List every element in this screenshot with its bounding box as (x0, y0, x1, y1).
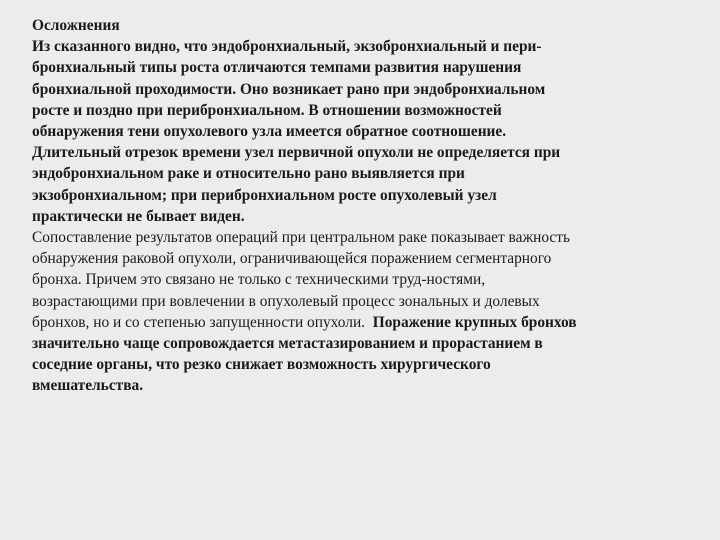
paragraph-line: возрастающими при вовлечении в опухолевый процесс зональных и долевых (32, 292, 540, 310)
paragraph-growth-types (32, 36, 700, 227)
paragraph-line: вмешательства. (32, 377, 144, 395)
paragraph-line: значительно чаще сопровождается метастазированием и прорастанием в (32, 335, 543, 353)
paragraph-line: Длительный отрезок времени узел первичной опухоли не определяется при (32, 144, 561, 162)
paragraph-line: Сопоставление результатов операций при центральном раке показывает важность (32, 229, 570, 247)
paragraph-line: экзобронхиальном; при перибронхиальном росте опухолевый узел (32, 186, 497, 204)
paragraph-mixed-bold-text: Поражение крупных бронхов (372, 313, 577, 331)
paragraph-mixed-line (32, 312, 700, 333)
paragraph-line: обнаружения тени опухолевого узла имеется обратное соотношение. (32, 123, 507, 141)
paragraph-surgery-results (32, 227, 700, 397)
paragraph-line: Из сказанного видно, что эндобронхиальный, экзобронхиальный и пери- (32, 38, 542, 56)
slide-text-block (32, 15, 700, 397)
paragraph-line: соседние органы, что резко снижает возможность хирургического (32, 356, 491, 374)
paragraph-line: бронха. Причем это связано не только с техническими труд-ностями, (32, 271, 486, 289)
paragraph-line: практически не бывает виден. (32, 207, 245, 225)
paragraph-line: бронхиальной проходимости. Оно возникает рано при эндобронхиальном (32, 80, 546, 98)
paragraph-line: росте и поздно при перибронхиальном. В отношении возможностей (32, 101, 502, 119)
paragraph-mixed-normal-text: бронхов, но и со степенью запущенности опухоли. (32, 313, 373, 331)
paragraph-line: эндобронхиальном раке и относительно рано выявляется при (32, 165, 465, 183)
slide-heading: Осложнения (32, 17, 120, 34)
paragraph-line: обнаружения раковой опухоли, ограничивающейся поражением сегментарного (32, 250, 552, 268)
paragraph-line: бронхиальный типы роста отличаются темпами развития нарушения (32, 59, 522, 77)
